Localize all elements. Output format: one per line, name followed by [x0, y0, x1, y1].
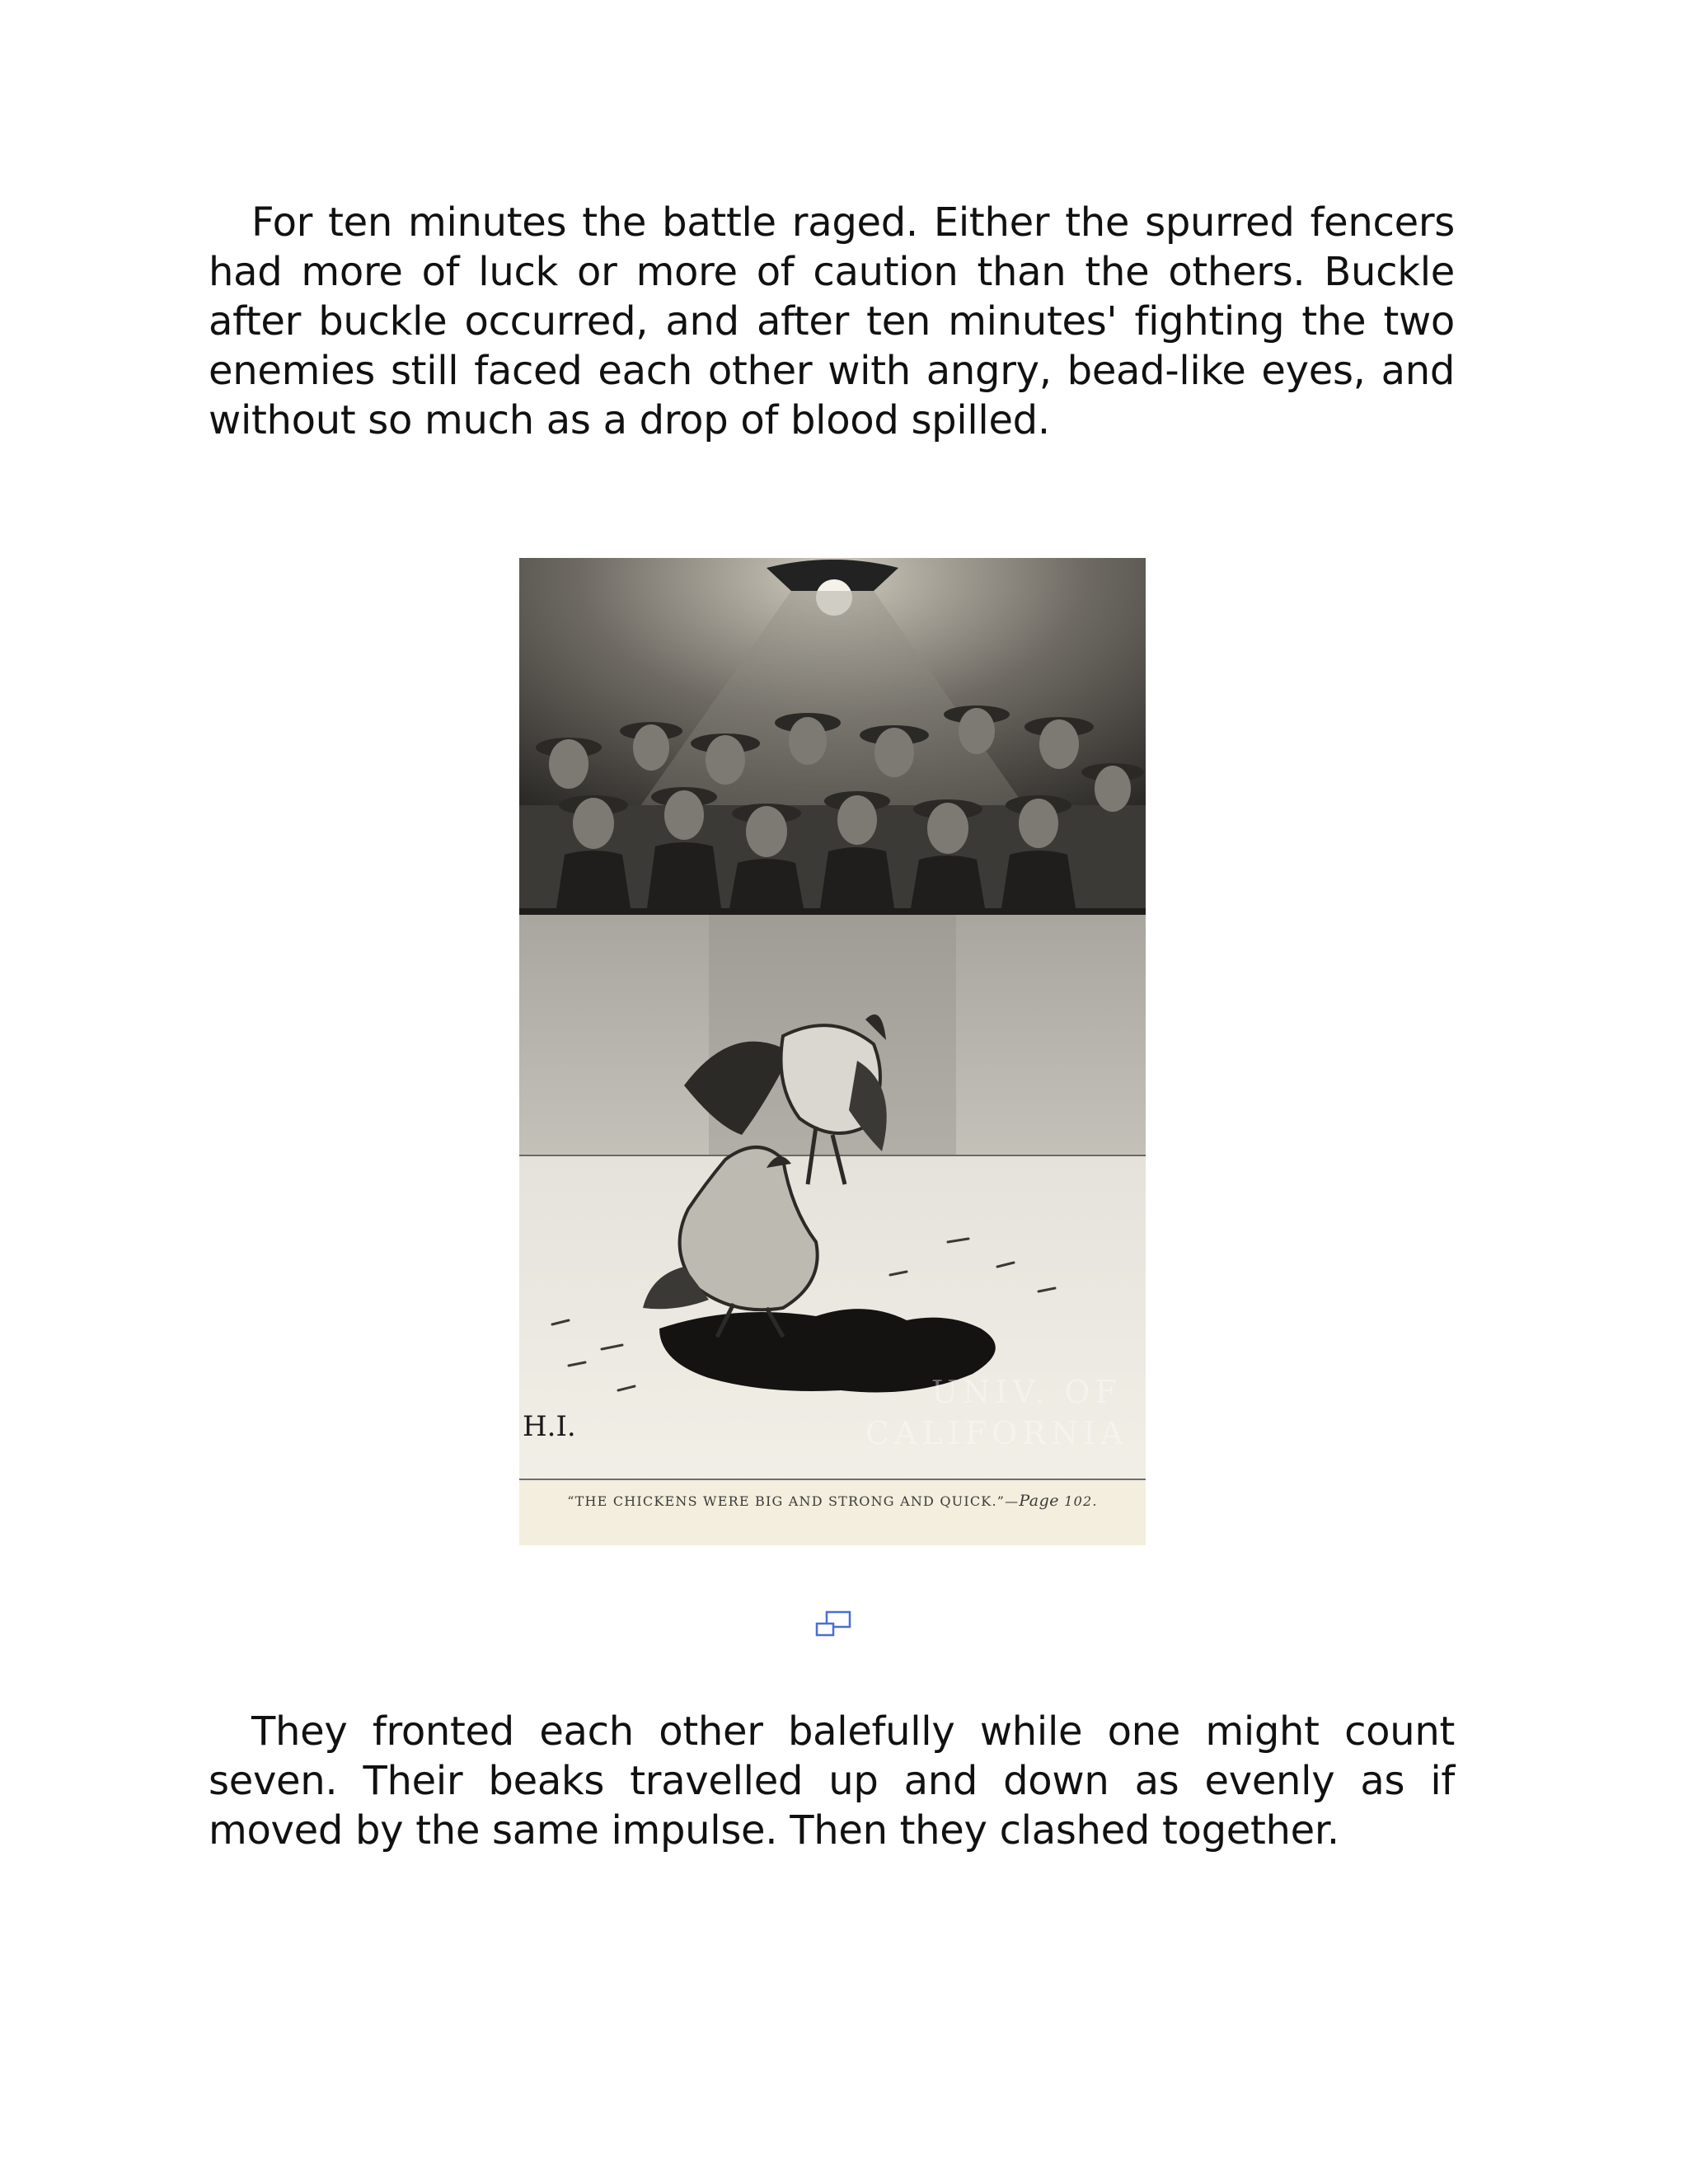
caption-page-label: Page	[1019, 1492, 1059, 1510]
watermark-line-2: CALIFORNIA	[865, 1415, 1128, 1451]
enlarge-image-icon	[815, 1610, 851, 1640]
cockfight-illustration	[519, 558, 1146, 1545]
watermark-line-1: UNIV. OF	[931, 1374, 1122, 1410]
enlarge-image-link[interactable]	[815, 1610, 851, 1640]
illustration-caption	[519, 1492, 1146, 1510]
paragraph-2: They fronted each other balefully while one might count seven. Their beaks travelled up and down as evenly as if moved by the same impulse. Then they clashed together.	[209, 1708, 1455, 1854]
caption-text: “THE CHICKENS WERE BIG AND STRONG AND QUICK.”—	[567, 1493, 1020, 1509]
caption-page-number: 102.	[1064, 1493, 1098, 1509]
paragraph-1: For ten minutes the battle raged. Either the spurred fencers had more of luck or more of caution than the others. Buckle after buckle occurred, and after ten minutes' fighting the two enemies still faced each other with angry, bead-like eyes, and without so much as a drop of blood spilled.	[209, 199, 1455, 443]
artist-monogram: H.I.	[523, 1410, 576, 1443]
